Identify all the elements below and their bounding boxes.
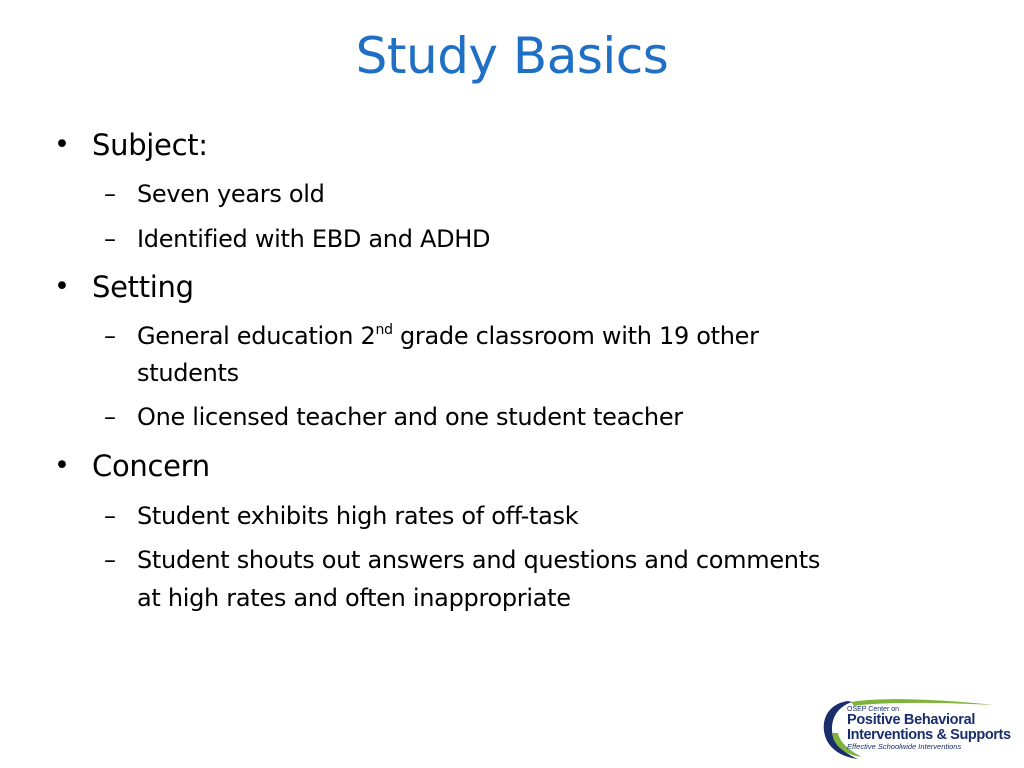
sub-item-text: Seven years old (137, 180, 325, 208)
logo-top-text: OSEP Center on (847, 706, 900, 713)
pbis-logo (818, 697, 1018, 761)
dash-marker: – (104, 502, 116, 530)
sub-item-text-part: General education 2 (137, 322, 376, 350)
bullet-heading-concern: Concern (92, 449, 210, 483)
superscript-ordinal: nd (375, 322, 393, 338)
logo-line2: Interventions & Supports (847, 727, 1011, 743)
logo-tagline: Effective Schoolwide Interventions (847, 742, 962, 751)
logo-line1: Positive Behavioral (847, 712, 976, 728)
bullet-dot: • (54, 271, 70, 302)
sub-item-text-part: grade classroom with 19 other (392, 322, 759, 350)
bullet-dot: • (54, 450, 70, 481)
slide-title: Study Basics (355, 27, 669, 85)
sub-item-text-continuation: at high rates and often inappropriate (137, 584, 571, 612)
sub-item-text: One licensed teacher and one student teacher (137, 403, 683, 431)
sub-item-text-continuation: students (137, 359, 239, 387)
sub-item-text: Identified with EBD and ADHD (137, 225, 491, 253)
sub-item-text: Student shouts out answers and questions and comments (137, 546, 821, 574)
dash-marker: – (104, 403, 116, 431)
dash-marker: – (104, 322, 116, 350)
dash-marker: – (104, 180, 116, 208)
sub-item-text (137, 317, 967, 355)
bullet-heading-setting: Setting (92, 270, 194, 304)
sub-item-text: Student exhibits high rates of off-task (137, 502, 579, 530)
bullet-dot: • (54, 129, 70, 160)
dash-marker: – (104, 225, 116, 253)
dash-marker: – (104, 546, 116, 574)
bullet-heading-subject: Subject: (92, 128, 208, 162)
